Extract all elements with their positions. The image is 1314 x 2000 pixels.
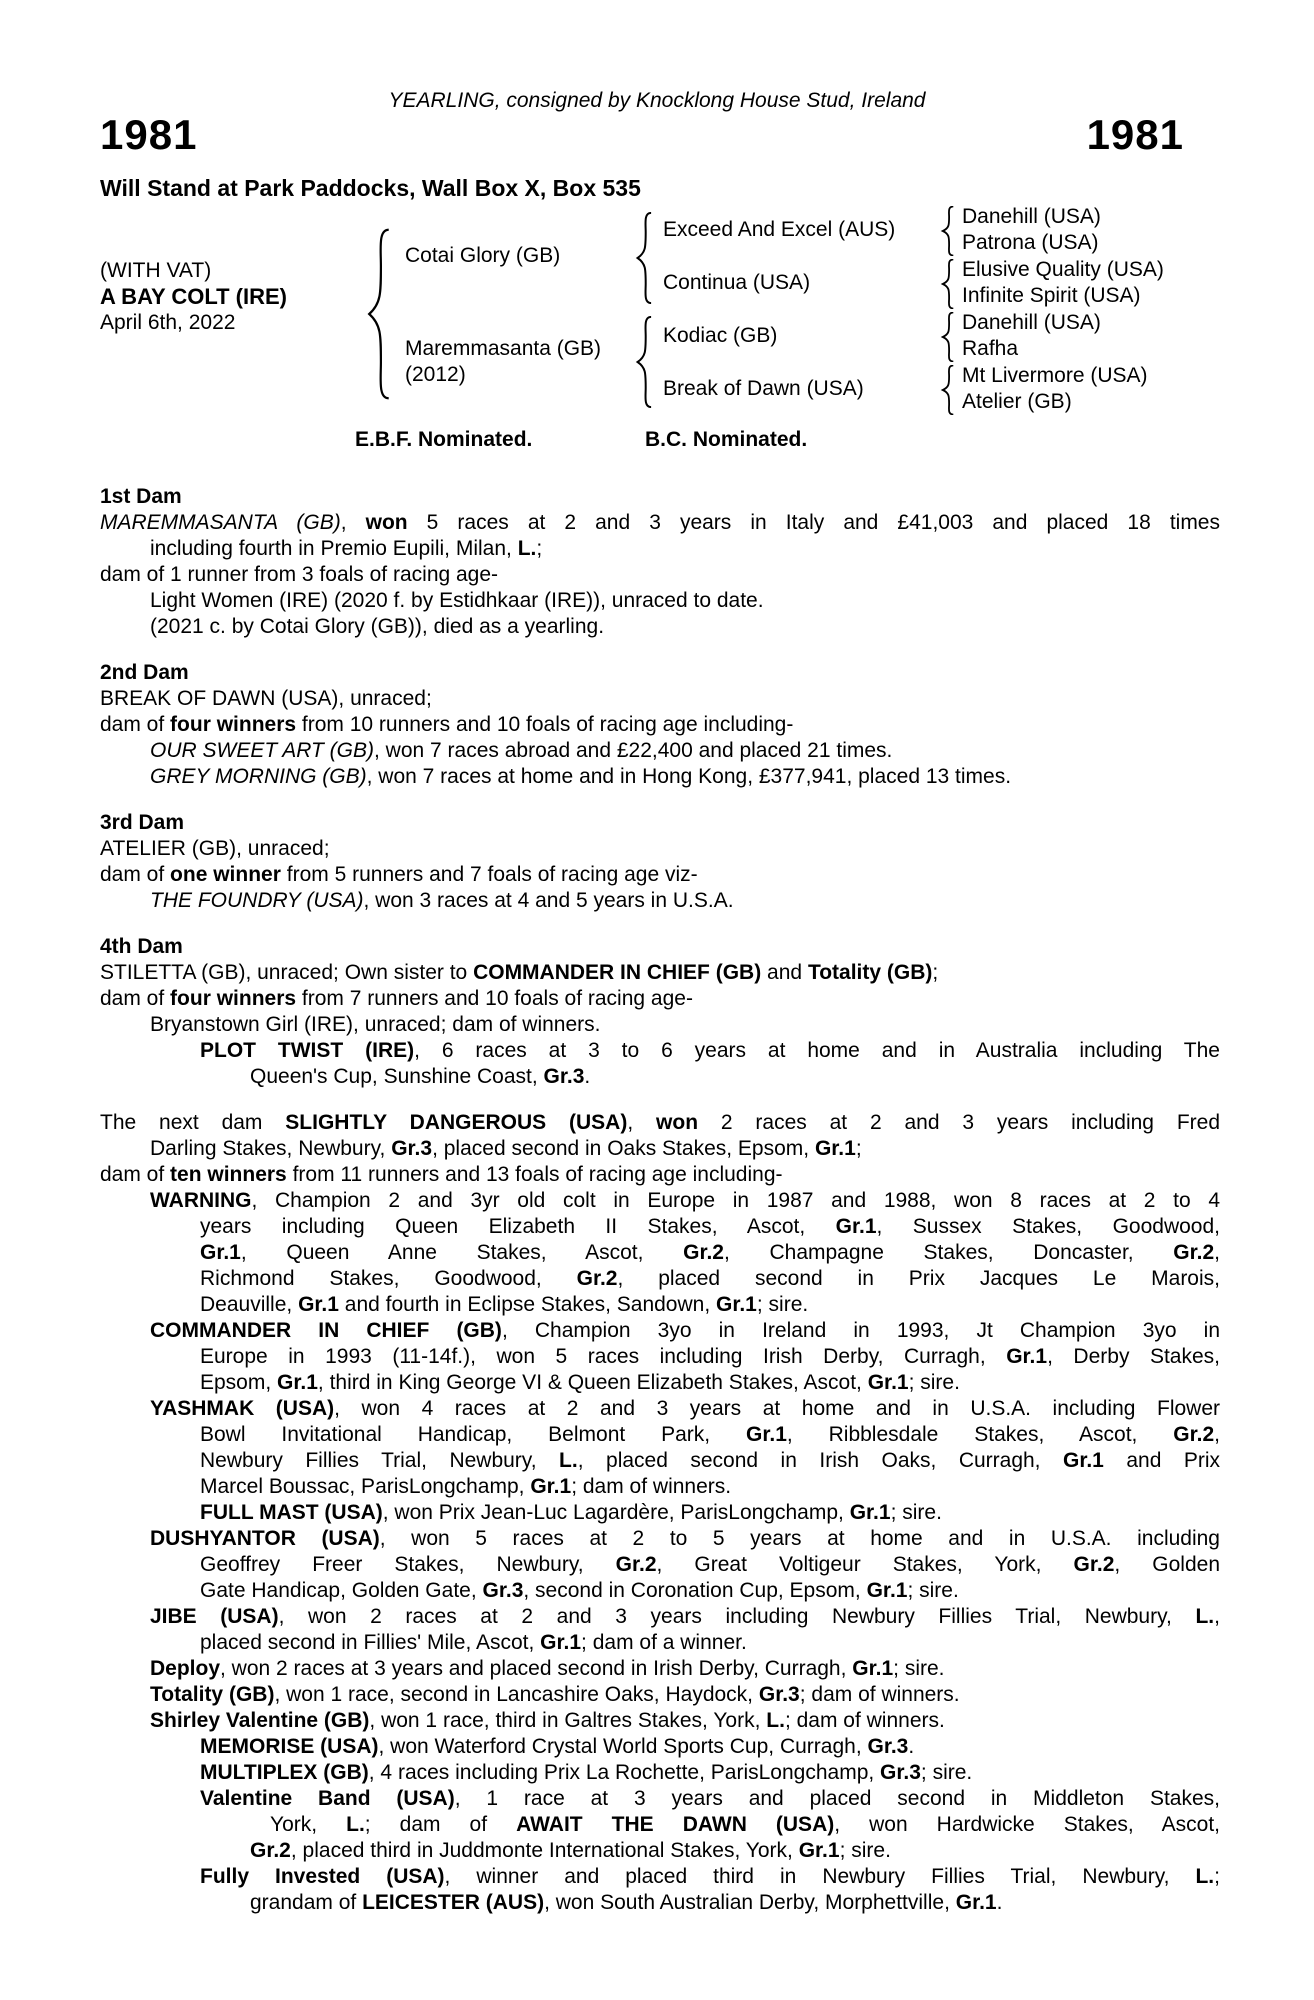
text-segment: . [584, 1065, 591, 1088]
dam-name: Maremmasanta (GB) [405, 337, 602, 360]
text-segment: Valentine Band (USA) [200, 1787, 455, 1810]
catalogue-body [100, 484, 1220, 1916]
text-segment: , Great Voltigeur Stakes, York, [656, 1553, 1074, 1576]
text-line [150, 1604, 1220, 1630]
text-line [200, 1500, 1220, 1526]
text-segment: ; [932, 961, 939, 984]
text-segment: ; dam of a winner. [581, 1631, 747, 1654]
text-line [150, 764, 1220, 790]
dam-dam-name: Break of Dawn (USA) [663, 377, 864, 400]
text-line [100, 686, 1220, 712]
sire-sire-name: Exceed And Excel (AUS) [663, 218, 896, 241]
text-segment: Fully Invested (USA) [200, 1865, 445, 1888]
great-grandparent-name: Infinite Spirit (USA) [962, 284, 1141, 307]
text-segment: , won South Australian Derby, Morphettville, [544, 1891, 956, 1914]
dam-section [100, 1110, 1220, 1916]
text-segment: , won 7 races abroad and £22,400 and placed 21 times. [374, 739, 893, 762]
text-segment: , Champagne Stakes, Doncaster, [724, 1241, 1174, 1264]
text-segment: and Prix [1103, 1449, 1221, 1472]
text-segment: ; dam of winners. [799, 1683, 960, 1706]
foaling-date: April 6th, 2022 [100, 311, 236, 334]
text-line [200, 1344, 1220, 1370]
text-segment: FULL MAST (USA) [200, 1501, 383, 1524]
sire-brace [634, 212, 652, 304]
text-segment: MEMORISE (USA) [200, 1735, 379, 1758]
dam-section [100, 934, 1220, 1090]
text-segment: , winner and placed third in Newbury Fillies Trial, Newbury, [444, 1865, 1196, 1888]
text-segment: , placed second in Prix Jacques Le Marois, [617, 1267, 1220, 1290]
text-segment: Gr.2 [615, 1553, 657, 1576]
text-segment: and [761, 961, 808, 984]
dam-section [100, 484, 1220, 640]
text-segment: grandam of [250, 1891, 363, 1914]
text-line [200, 1630, 1220, 1656]
text-segment: , 4 races including Prix La Rochette, ParisLongchamp, [368, 1761, 881, 1784]
text-segment: PLOT TWIST (IRE) [200, 1039, 415, 1062]
text-line [150, 1136, 1220, 1162]
text-segment: MAREMMASANTA (GB) [100, 511, 341, 534]
text-segment: Gr.3 [880, 1761, 921, 1784]
text-line [150, 1012, 1220, 1038]
text-segment: from 7 runners and 10 foals of racing age- [296, 987, 693, 1010]
text-segment: DUSHYANTOR (USA) [150, 1527, 380, 1550]
text-segment: from 5 runners and 7 foals of racing age viz- [280, 863, 698, 886]
colt-identity-block [100, 258, 287, 336]
text-segment: , [1214, 1605, 1220, 1628]
text-segment: Newbury Fillies Trial, Newbury, [200, 1449, 560, 1472]
text-segment: , 6 races at 3 to 6 years at home and in Australia including The [414, 1039, 1220, 1062]
text-segment: YASHMAK (USA) [150, 1397, 335, 1420]
text-line [150, 738, 1220, 764]
ebf-nomination: E.B.F. Nominated. [355, 428, 533, 451]
text-segment: Deauville, [200, 1293, 299, 1316]
text-line [150, 536, 1220, 562]
text-line [270, 1812, 1220, 1838]
text-segment: Gr.2 [576, 1267, 618, 1290]
text-segment: Gr.1 [798, 1839, 840, 1862]
text-segment: , won Hardwicke Stakes, Ascot, [834, 1813, 1221, 1836]
text-segment: , won Prix Jean-Luc Lagardère, ParisLongchamp, [382, 1501, 850, 1524]
vat-note: (WITH VAT) [100, 259, 212, 282]
text-line [100, 836, 1220, 862]
text-segment: Gr.3 [391, 1137, 433, 1160]
text-segment: , Sussex Stakes, Goodwood, [876, 1215, 1220, 1238]
text-segment: , second in Coronation Cup, Epsom, [523, 1579, 867, 1602]
text-segment: including fourth in Premio Eupili, Milan, [150, 537, 518, 560]
text-segment: Marcel Boussac, ParisLongchamp, [200, 1475, 531, 1498]
text-segment: dam of [100, 863, 171, 886]
text-segment: ; sire. [756, 1293, 809, 1316]
text-segment: , Champion 3yo in Ireland in 1993, Jt Champion 3yo in [501, 1319, 1220, 1342]
text-segment: Gr.3 [543, 1065, 585, 1088]
text-segment: dam of [100, 713, 171, 736]
text-segment: . [908, 1735, 915, 1758]
text-segment: , placed second in Oaks Stakes, Epsom, [432, 1137, 815, 1160]
text-segment: SLIGHTLY DANGEROUS (USA) [285, 1111, 628, 1134]
text-segment: Gr.1 [716, 1293, 757, 1316]
text-segment: ; dam of winners. [571, 1475, 732, 1498]
text-segment: ; sire. [839, 1839, 891, 1862]
great-grandparent-name: Elusive Quality (USA) [962, 258, 1164, 281]
text-segment: ; sire. [920, 1761, 973, 1784]
text-segment: , won 5 races at 2 to 5 years at home and in U.S.A. including [379, 1527, 1220, 1550]
text-segment: , [1214, 1241, 1220, 1264]
dam-name-block [405, 336, 601, 388]
text-line [150, 614, 1220, 640]
text-segment: , won 3 races at 4 and 5 years in U.S.A. [363, 889, 734, 912]
text-segment: , won 1 race, third in Galtres Stakes, York, [369, 1709, 767, 1732]
text-segment: ; dam of [364, 1813, 517, 1836]
text-segment: Totality (GB) [807, 961, 933, 984]
text-segment: Shirley Valentine (GB) [150, 1709, 370, 1732]
text-line [200, 1292, 1220, 1318]
text-segment: Deploy [150, 1657, 221, 1680]
text-line [150, 1188, 1220, 1214]
text-segment: Europe in 1993 (11-14f.), won 5 races including Irish Derby, Curragh, [200, 1345, 1007, 1368]
text-segment: York, [270, 1813, 347, 1836]
text-line [200, 1474, 1220, 1500]
text-line [100, 1162, 1220, 1188]
text-segment: Gr.3 [482, 1579, 524, 1602]
text-segment: , won 4 races at 2 and 3 years at home and in U.S.A. including Flower [334, 1397, 1220, 1420]
text-segment: BREAK OF DAWN (USA), unraced; [100, 687, 432, 710]
text-segment: Gr.2 [250, 1839, 291, 1862]
text-segment: COMMANDER IN CHIEF (GB) [473, 961, 762, 984]
text-line [100, 986, 1220, 1012]
section-heading: 4th Dam [100, 935, 183, 958]
text-segment: ; [1214, 1865, 1220, 1888]
text-segment: ; dam of winners. [784, 1709, 945, 1732]
great-grandparent-name: Atelier (GB) [962, 390, 1072, 413]
great-grandparent-brace [940, 206, 954, 256]
text-segment: , won 2 races at 3 years and placed second in Irish Derby, Curragh, [220, 1657, 853, 1680]
text-line [100, 510, 1220, 536]
text-segment: , won 2 races at 2 and 3 years including Newbury Fillies Trial, Newbury, [278, 1605, 1196, 1628]
text-segment: , third in King George VI & Queen Elizabeth Stakes, Ascot, [317, 1371, 868, 1394]
text-segment: ATELIER (GB), unraced; [100, 837, 330, 860]
text-segment: Gr.2 [683, 1241, 724, 1264]
text-segment: , [627, 1111, 657, 1134]
main-brace [364, 228, 390, 400]
text-segment: dam of [100, 987, 171, 1010]
text-line [100, 1110, 1220, 1136]
section-heading: 1st Dam [100, 485, 182, 508]
text-line [100, 712, 1220, 738]
text-segment: , Ribblesdale Stakes, Ascot, [786, 1423, 1174, 1446]
great-grandparent-name: Danehill (USA) [962, 311, 1101, 334]
great-grandparent-name: Rafha [962, 337, 1019, 360]
text-line [200, 1266, 1220, 1292]
lot-number-right: 1981 [1086, 111, 1184, 158]
text-segment: ; [855, 1137, 862, 1160]
text-line [150, 1682, 1220, 1708]
text-line [200, 1370, 1220, 1396]
text-segment: Gr.1 [540, 1631, 582, 1654]
text-segment: Queen's Cup, Sunshine Coast, [250, 1065, 544, 1088]
text-segment: Darling Stakes, Newbury, [150, 1137, 392, 1160]
text-segment: L. [559, 1449, 578, 1472]
text-segment: Geoffrey Freer Stakes, Newbury, [200, 1553, 616, 1576]
text-segment: OUR SWEET ART (GB) [150, 739, 375, 762]
lot-number-left: 1981 [100, 111, 198, 158]
text-line [200, 1448, 1220, 1474]
text-segment: , placed second in Irish Oaks, Curragh, [577, 1449, 1063, 1472]
text-line [150, 888, 1220, 914]
text-segment: , Derby Stakes, [1047, 1345, 1220, 1368]
text-line [200, 1864, 1220, 1890]
text-segment: WARNING [150, 1189, 252, 1212]
text-segment: years including Queen Elizabeth II Stakes, Ascot, [200, 1215, 836, 1238]
text-line [200, 1734, 1220, 1760]
text-segment: Gr.1 [849, 1501, 891, 1524]
text-segment: ten winners [170, 1163, 287, 1186]
stand-location-line: Will Stand at Park Paddocks, Wall Box X, Box 535 [100, 175, 641, 201]
text-line [250, 1064, 1220, 1090]
text-segment: L. [766, 1709, 785, 1732]
text-segment: L. [1195, 1865, 1215, 1888]
text-line [100, 960, 1220, 986]
text-segment: Epsom, [200, 1371, 278, 1394]
text-segment: Gr.2 [1173, 1423, 1215, 1446]
text-segment: Gr.1 [814, 1137, 856, 1160]
dam-sire-name: Kodiac (GB) [663, 324, 778, 347]
sire-name: Cotai Glory (GB) [405, 244, 561, 267]
text-segment: , Golden [1114, 1553, 1220, 1576]
text-line [100, 862, 1220, 888]
text-segment: Gr.1 [866, 1579, 908, 1602]
text-segment: COMMANDER IN CHIEF (GB) [150, 1319, 502, 1342]
text-segment: Gr.1 [298, 1293, 339, 1316]
text-segment: 5 races at 2 and 3 years in Italy and £41,003 and placed 18 times [407, 511, 1220, 534]
text-line [200, 1760, 1220, 1786]
text-segment: , [1214, 1423, 1220, 1446]
text-segment: Gr.3 [758, 1683, 800, 1706]
text-segment: , won 7 races at home and in Hong Kong, £377,941, placed 13 times. [366, 765, 1012, 788]
text-segment: Gr.1 [200, 1241, 241, 1264]
text-segment: ; [536, 537, 543, 560]
text-segment: four winners [170, 713, 297, 736]
text-line [150, 1708, 1220, 1734]
text-segment: GREY MORNING (GB) [150, 765, 367, 788]
text-segment: Gr.3 [867, 1735, 909, 1758]
text-line [250, 1838, 1220, 1864]
great-grandparent-name: Mt Livermore (USA) [962, 364, 1148, 387]
text-segment: Gr.1 [530, 1475, 572, 1498]
text-line [150, 588, 1220, 614]
text-line [150, 1656, 1220, 1682]
text-segment: Gr.1 [852, 1657, 894, 1680]
text-line [200, 1240, 1220, 1266]
text-line [150, 1396, 1220, 1422]
text-segment: , 1 race at 3 years and placed second in Middleton Stakes, [454, 1787, 1220, 1810]
text-segment: dam of 1 runner from 3 foals of racing age- [100, 563, 499, 586]
text-line [200, 1578, 1220, 1604]
text-segment: AWAIT THE DAWN (USA) [516, 1813, 835, 1836]
text-segment: ; sire. [908, 1371, 960, 1394]
text-segment: won [656, 1111, 699, 1134]
text-segment: Gr.1 [1063, 1449, 1104, 1472]
text-segment: Bryanstown Girl (IRE), unraced; dam of winners. [150, 1013, 601, 1036]
text-segment: Light Women (IRE) (2020 f. by Estidhkaar (IRE)), unraced to date. [150, 589, 764, 612]
text-line [200, 1214, 1220, 1240]
text-segment: from 10 runners and 10 foals of racing age including- [296, 713, 794, 736]
great-grandparent-brace [940, 259, 954, 309]
text-segment: Gr.1 [1006, 1345, 1048, 1368]
text-segment: STILETTA (GB), unraced; Own sister to [100, 961, 474, 984]
text-segment: ; sire. [893, 1657, 945, 1680]
text-segment: Gr.2 [1173, 1241, 1215, 1264]
text-segment: dam of [100, 1163, 171, 1186]
text-segment: Gr.2 [1073, 1553, 1115, 1576]
dam-brace [634, 316, 652, 408]
text-segment: , Champion 2 and 3yr old colt in Europe in 1987 and 1988, won 8 races at 2 to 4 [251, 1189, 1220, 1212]
text-segment: LEICESTER (AUS) [362, 1891, 545, 1914]
text-segment: , placed third in Juddmonte International Stakes, York, [290, 1839, 799, 1862]
text-segment: , Queen Anne Stakes, Ascot, [240, 1241, 684, 1264]
text-segment: The next dam [100, 1111, 286, 1134]
text-line [250, 1890, 1220, 1916]
text-segment: , won 1 race, second in Lancashire Oaks, Haydock, [274, 1683, 759, 1706]
colt-name: A BAY COLT (IRE) [100, 284, 288, 309]
text-segment: Gr.1 [277, 1371, 318, 1394]
great-grandparent-name: Patrona (USA) [962, 231, 1099, 254]
text-segment: Gr.1 [746, 1423, 787, 1446]
text-segment: . [996, 1891, 1003, 1914]
dam-section [100, 810, 1220, 914]
text-segment: Gr.1 [955, 1891, 997, 1914]
great-grandparent-brace [940, 365, 954, 415]
great-grandparent-name: Danehill (USA) [962, 205, 1101, 228]
text-line [200, 1038, 1220, 1064]
section-heading: 3rd Dam [100, 811, 185, 834]
text-segment: four winners [170, 987, 297, 1010]
text-segment: L. [517, 537, 537, 560]
bc-nomination: B.C. Nominated. [645, 428, 808, 451]
text-segment: L. [1195, 1605, 1215, 1628]
text-segment: ; sire. [907, 1579, 959, 1602]
text-segment: THE FOUNDRY (USA) [150, 889, 364, 912]
text-segment: MULTIPLEX (GB) [200, 1761, 369, 1784]
text-segment: from 11 runners and 13 foals of racing age including- [286, 1163, 783, 1186]
text-segment: Totality (GB) [150, 1683, 275, 1706]
great-grandparent-brace [940, 312, 954, 362]
text-segment: (2021 c. by Cotai Glory (GB)), died as a yearling. [150, 615, 605, 638]
text-segment: and fourth in Eclipse Stakes, Sandown, [338, 1293, 716, 1316]
dam-section [100, 660, 1220, 790]
text-segment: placed second in Fillies' Mile, Ascot, [200, 1631, 541, 1654]
text-segment: Bowl Invitational Handicap, Belmont Park, [200, 1423, 747, 1446]
text-line [200, 1786, 1220, 1812]
text-segment: Gr.1 [835, 1215, 877, 1238]
text-line [150, 1318, 1220, 1344]
text-line [200, 1552, 1220, 1578]
text-segment: , [340, 511, 366, 534]
text-segment: , won Waterford Crystal World Sports Cup, Curragh, [378, 1735, 868, 1758]
text-line [150, 1526, 1220, 1552]
dam-year: (2012) [405, 363, 466, 386]
text-segment: Gr.1 [867, 1371, 909, 1394]
text-line [200, 1422, 1220, 1448]
text-segment: 2 races at 2 and 3 years including Fred [698, 1111, 1221, 1134]
text-segment: ; sire. [890, 1501, 942, 1524]
text-line [100, 562, 1220, 588]
text-segment: L. [346, 1813, 365, 1836]
section-heading: 2nd Dam [100, 661, 189, 684]
page-title: YEARLING, consigned by Knocklong House Stud, Ireland [388, 89, 926, 112]
text-segment: one winner [170, 863, 281, 886]
sire-dam-name: Continua (USA) [663, 271, 811, 294]
text-segment: JIBE (USA) [150, 1605, 279, 1628]
text-segment: won [365, 511, 408, 534]
text-segment: Gate Handicap, Golden Gate, [200, 1579, 483, 1602]
text-segment: Richmond Stakes, Goodwood, [200, 1267, 577, 1290]
